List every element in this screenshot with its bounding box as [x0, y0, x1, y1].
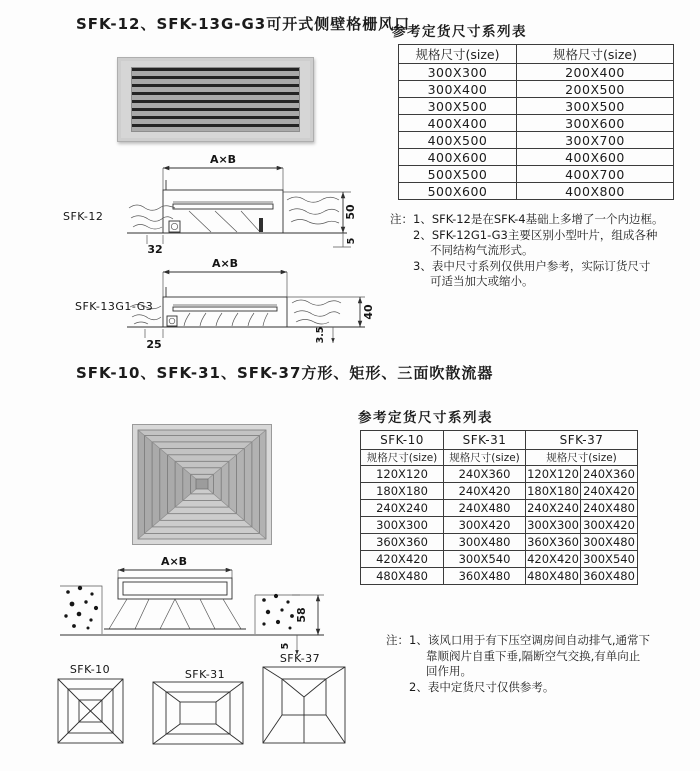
- sfk10-diagram-label: SFK-10: [69, 663, 111, 676]
- size-cell: 240X480: [444, 500, 526, 517]
- size-cell: 360X480: [444, 568, 526, 585]
- note-line: 2、SFK-12G1-G3主要区别小型叶片，组成各种: [413, 227, 658, 242]
- notes-section2: [386, 633, 650, 695]
- notes-items: [413, 212, 664, 290]
- size-cell: 180X180: [361, 483, 444, 500]
- dim-h-label: 50: [344, 204, 357, 220]
- size-cell: 300X300: [399, 64, 517, 81]
- group-header: SFK-37: [526, 431, 638, 450]
- size-cell: 240X480: [581, 500, 638, 517]
- table-row: [361, 568, 638, 585]
- size-cell: 180X180: [527, 484, 579, 498]
- size-cell: 240X240: [527, 501, 579, 515]
- size-cell: 120X120: [361, 466, 444, 483]
- size-cell: 240X420: [444, 483, 526, 500]
- drawing-label: SFK-12: [63, 210, 104, 223]
- sfk10-face-diagram: [58, 679, 123, 743]
- size-cell: 400X600: [517, 149, 674, 166]
- section1-title: SFK-12、SFK-13G-G3可开式侧壁格栅风口: [76, 15, 411, 33]
- size-cell: 200X400: [517, 64, 674, 81]
- notes-section1: [390, 212, 664, 290]
- sfk31-diagram-label: SFK-31: [184, 668, 226, 681]
- size-cell: 300X300: [361, 517, 444, 534]
- table2-title: 参考定货尺寸系列表: [358, 410, 493, 426]
- dim-h-label: 58: [295, 607, 308, 623]
- section2-title: SFK-10、SFK-31、SFK-37方形、矩形、三面吹散流器: [76, 364, 494, 382]
- dim-w-label: 32: [147, 243, 163, 256]
- size-cell: 240X360: [581, 466, 638, 483]
- col-header: 规格尺寸(size): [517, 45, 674, 64]
- size-cell: 240X240: [361, 500, 444, 517]
- order-size-table1: [398, 44, 674, 200]
- size-cell: 240X360: [444, 466, 526, 483]
- dim-h-label: 40: [362, 304, 375, 320]
- group-header: SFK-31: [444, 431, 526, 450]
- order-size-table2-block: [358, 406, 638, 585]
- size-cell: 300X540: [444, 551, 526, 568]
- note-line: 1、SFK-12是在SFK-4基础上多增了一个内边框。: [413, 212, 664, 226]
- table-row: [399, 115, 674, 132]
- note-line: 2、表中定货尺寸仅供参考。: [409, 679, 555, 694]
- note-line: 3、表中尺寸系列仅供用户参考，实际订货尺寸: [413, 258, 651, 273]
- size-cell: 300X500: [399, 98, 517, 115]
- dim-ab-label: A×B: [211, 257, 239, 270]
- dim-lip-label: 3.5: [315, 326, 326, 344]
- col-header: 规格尺寸(size): [361, 450, 444, 466]
- size-cell: 360X360: [527, 535, 579, 549]
- size-cell: 300X500: [517, 98, 674, 115]
- size-cell: 400X600: [399, 149, 517, 166]
- table-row: [361, 534, 638, 551]
- size-cell: 300X480: [444, 534, 526, 551]
- sfk37-diagram-label: SFK-37: [279, 652, 321, 665]
- table-row: [399, 183, 674, 200]
- sfk37-face-diagram: [263, 667, 345, 743]
- size-cell: 300X400: [399, 81, 517, 98]
- col-header: 规格尺寸(size): [444, 450, 526, 466]
- size-cell: 240X420: [581, 483, 638, 500]
- sfk31-face-diagram: [153, 682, 243, 744]
- notes-prefix: 注：: [390, 212, 413, 226]
- sfk13-section-drawing: [50, 253, 380, 353]
- table-row: [399, 132, 674, 149]
- order-size-table1-block: [392, 20, 674, 200]
- size-cell: 500X600: [399, 183, 517, 200]
- size-cell: 120X120: [527, 467, 579, 481]
- size-cell: 420X420: [361, 551, 444, 568]
- col-header: 规格尺寸(size): [526, 450, 638, 466]
- size-cell: 300X480: [581, 534, 638, 551]
- table-row: [361, 551, 638, 568]
- notes-prefix: 注：: [386, 633, 409, 647]
- table-row: [399, 166, 674, 183]
- size-cell: 420X420: [527, 552, 579, 566]
- table-row: [361, 466, 638, 483]
- size-cell: 300X700: [517, 132, 674, 149]
- table-header-row: [399, 45, 674, 64]
- order-size-table2: [360, 430, 638, 585]
- table-row: [399, 149, 674, 166]
- size-cell: 480X480: [527, 569, 579, 583]
- diffuser-product-photo: [132, 424, 272, 545]
- note-line: 可适当加大或缩小。: [430, 274, 534, 288]
- note-line: 1、该风口用于有下压空调房间自动排气,通常下: [409, 633, 650, 647]
- note-line: 靠顺阀片自重下垂,隔断空气交换,有单向止: [426, 648, 641, 663]
- size-cell: 480X480: [361, 568, 444, 585]
- size-cell: 400X500: [399, 132, 517, 149]
- size-cell: 360X360: [361, 534, 444, 551]
- drawing-label: SFK-13G1-G3: [75, 300, 154, 313]
- group-header: SFK-10: [361, 431, 444, 450]
- table-row: [361, 500, 638, 517]
- notes-items: [409, 633, 650, 695]
- size-cell: 400X800: [517, 183, 674, 200]
- note-line: 回作用。: [426, 664, 472, 678]
- size-cell: 360X480: [581, 568, 638, 585]
- size-cell: 400X700: [517, 166, 674, 183]
- sfk12-section-drawing: [55, 148, 375, 258]
- size-cell: 300X540: [581, 551, 638, 568]
- group-header-row: [361, 431, 638, 450]
- size-cell: 300X420: [444, 517, 526, 534]
- size-cell: 300X600: [517, 115, 674, 132]
- dim-ab-label: A×B: [160, 555, 188, 568]
- col-header: 规格尺寸(size): [399, 45, 517, 64]
- table-row: [399, 98, 674, 115]
- table-row: [399, 81, 674, 98]
- size-cell: 400X400: [399, 115, 517, 132]
- size-cell: 300X420: [581, 517, 638, 534]
- size-cell: 500X500: [399, 166, 517, 183]
- grille-slats: [131, 67, 300, 132]
- table-row: [361, 483, 638, 500]
- size-cell: 200X500: [517, 81, 674, 98]
- table-row: [361, 517, 638, 534]
- dim-w-label: 25: [146, 338, 162, 351]
- dim-ab-label: A×B: [209, 153, 237, 166]
- note-line: 不同结构气流形式。: [430, 243, 534, 257]
- diffuser-face-diagrams: [50, 646, 370, 751]
- grille-product-photo: [117, 57, 314, 142]
- table1-title: 参考定货尺寸系列表: [392, 24, 527, 40]
- size-cell: 300X300: [527, 518, 579, 532]
- sub-header-row: [361, 450, 638, 466]
- dim-lip-label: 5: [280, 642, 291, 650]
- dim-lip-label: 5: [346, 237, 357, 245]
- table-row: [399, 64, 674, 81]
